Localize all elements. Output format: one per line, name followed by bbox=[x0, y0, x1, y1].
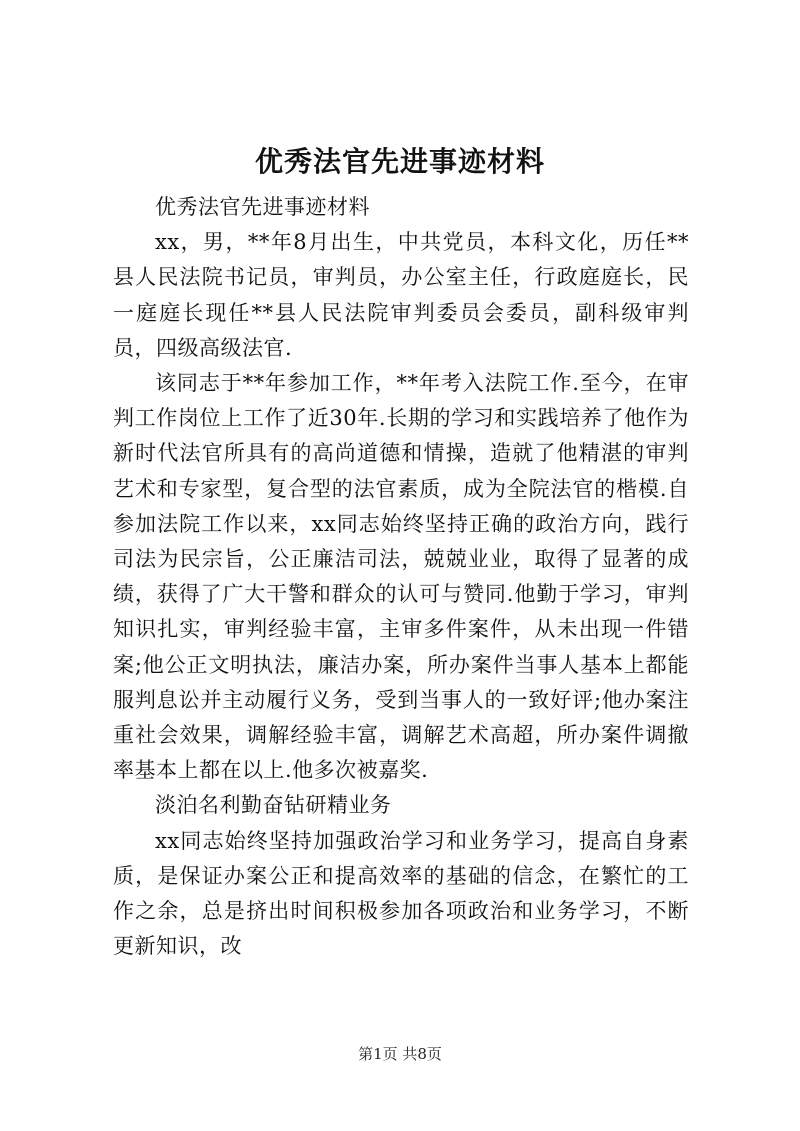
document-title: 优秀法官先进事迹材料 bbox=[254, 145, 545, 178]
document-body bbox=[113, 190, 689, 964]
paragraph-study: xx同志始终坚持加强政治学习和业务学习，提高自身素质，是保证办案公正和提高效率的基础的信念，在繁忙的工作之余，总是挤出时间积极参加各项政治和业务学习，不断更新知识，改 bbox=[113, 828, 689, 959]
paragraph-profile: xx，男，**年8月出生，中共党员，本科文化，历任**县人民法院书记员，审判员，办公室主任，行政庭庭长，民一庭庭长现任**县人民法院审判委员会委员，副科级审判员，四级高级法官. bbox=[113, 230, 689, 360]
page-number: 第1页 共8页 bbox=[358, 1045, 442, 1063]
paragraph-career: 该同志于**年参加工作，**年考入法院工作.至今，在审判工作岗位上工作了近30年.长期的学习和实践培养了他作为新时代法官所具有的高尚道德和情操，造就了他精湛的审判艺术和专家型，复合型的法官素质，成为全院法官的楷模.自参加法院工作以来，xx同志始终坚持正确的政治方向，践行司法为民宗旨，公正廉洁司法，兢兢业业，取得了显著的成绩，获得了广大干警和群众的认可与赞同.他勤于学习，审判知识扎实，审判经验丰富，主审多件案件，从未出现一件错案;他公正文明执法，廉洁办案，所办案件当事人基本上都能服判息讼并主动履行义务，受到当事人的一致好评;他办案注重社会效果，调解经验丰富，调解艺术高超，所办案件调撤率基本上都在以上.他多次被嘉奖. bbox=[113, 371, 689, 783]
section-heading: 淡泊名利勤奋钻研精业务 bbox=[155, 793, 392, 818]
paragraph-subtitle: 优秀法官先进事迹材料 bbox=[155, 195, 370, 219]
